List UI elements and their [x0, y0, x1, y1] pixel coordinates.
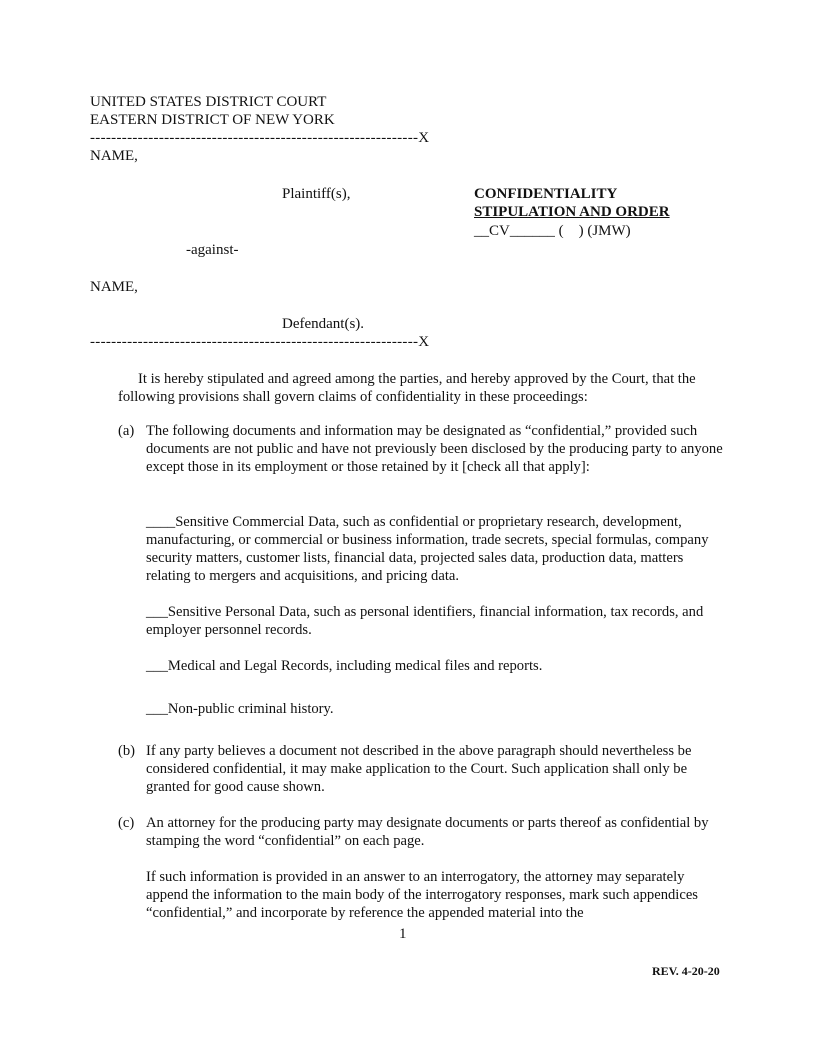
plaintiff-name: NAME,: [90, 148, 138, 164]
caption-divider-bottom: --------------------------------------------------------------X: [90, 334, 430, 350]
option-criminal-history: ___Non-public criminal history.: [146, 701, 334, 717]
document-title-line2: STIPULATION AND ORDER: [474, 204, 670, 220]
option-personal-data: ___Sensitive Personal Data, such as personal identifiers, financial information, tax records, and employer personnel records.: [146, 604, 704, 638]
court-name: UNITED STATES DISTRICT COURT: [90, 94, 327, 110]
list-item-b: [118, 742, 724, 796]
court-district: EASTERN DISTRICT OF NEW YORK: [90, 112, 335, 128]
document-title-line1: CONFIDENTIALITY: [474, 186, 618, 202]
item-label: (a): [118, 423, 135, 439]
defendant-name: NAME,: [90, 279, 138, 295]
case-number: __CV______ ( ) (JMW): [474, 223, 631, 239]
defendant-label: Defendant(s).: [282, 316, 365, 332]
interrogatory-paragraph: If such information is provided in an answer to an interrogatory, the attorney may separately append the information to the main body of the interrogatory responses, mark such appendices “confidential,” and incorporate by reference the appended material into the: [146, 869, 698, 921]
item-text: If any party believes a document not described in the above paragraph should nevertheless be considered confidential, it may make application to the Court. Such application shall only be granted for good cause shown.: [146, 743, 692, 795]
intro-paragraph: It is hereby stipulated and agreed among the parties, and hereby approved by the Court, that the following provisions shall govern claims of confidentiality in these proceedings:: [118, 371, 696, 405]
against-label: -against-: [186, 242, 239, 258]
option-medical-legal: ___Medical and Legal Records, including medical files and reports.: [146, 658, 543, 674]
caption-divider-top: --------------------------------------------------------------X: [90, 130, 430, 146]
list-item-c: [118, 814, 724, 850]
page-number: 1: [399, 926, 407, 942]
item-label: (b): [118, 743, 136, 759]
item-label: (c): [118, 815, 135, 831]
revision-label: REV. 4-20-20: [652, 964, 720, 978]
item-text: The following documents and information may be designated as “confidential,” provided such documents are not public and have not previously been disclosed by the producing party to anyone except those in its employment or those retained by it [check all that apply]:: [146, 423, 723, 475]
item-text: An attorney for the producing party may designate documents or parts thereof as confidential by stamping the word “confidential” on each page.: [146, 815, 709, 849]
option-commercial-data: ____Sensitive Commercial Data, such as confidential or proprietary research, development, manufacturing, or commercial or business information, trade secrets, special formulas, company security matters, customer lists, financial data, projected sales data, production data, matters relating to mergers and acquisitions, and pricing data.: [146, 514, 709, 584]
list-item-a: [118, 422, 724, 494]
plaintiff-label: Plaintiff(s),: [282, 186, 351, 202]
